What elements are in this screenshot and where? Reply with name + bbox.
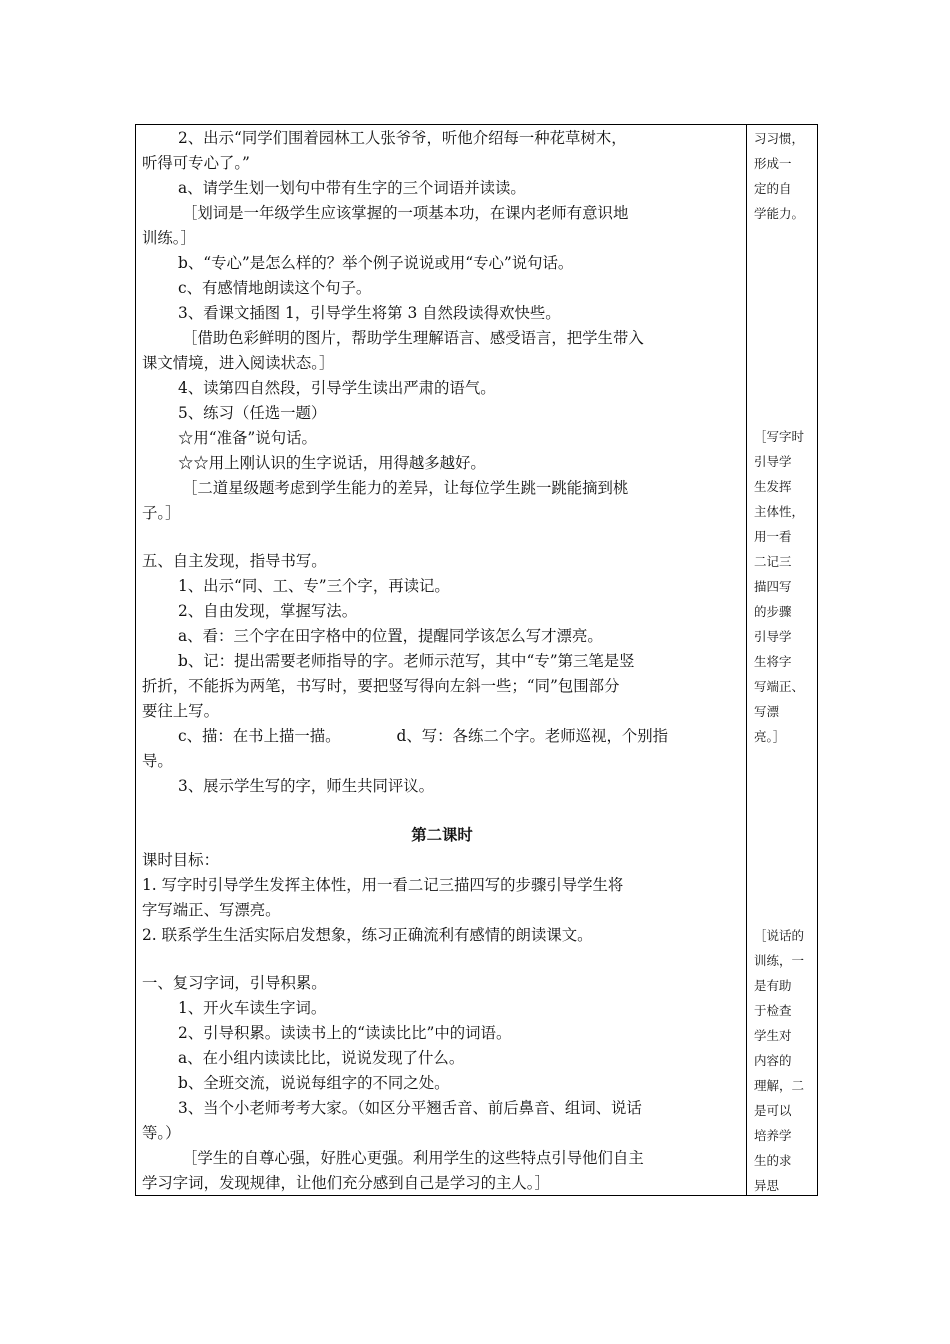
text-segment: c、描：在书上描一描。 [178, 727, 341, 745]
note-line: 内容的 [754, 1053, 792, 1068]
text-line: 课文情境，进入阅读状态。］ [142, 354, 335, 372]
note-line: 学能力。 [754, 206, 805, 221]
text-line: 要往上写。 [142, 702, 219, 720]
section-heading: 五、自主发现，指导书写。 [142, 552, 327, 570]
lesson-heading: 第二课时 [411, 826, 473, 844]
text-line: 课时目标： [142, 851, 219, 869]
text-line: ［借助色彩鲜明的图片，帮助学生理解语言、感受语言，把学生带入 [182, 329, 644, 347]
text-line: b、“专心”是怎么样的？举个例子说说或用“专心”说句话。 [178, 254, 574, 272]
text-line: ［划词是一年级学生应该掌握的一项基本功，在课内老师有意识地 [182, 204, 629, 222]
text-line: c、有感情地朗读这个句子。 [178, 279, 372, 297]
note-line: 习习惯， [754, 131, 805, 146]
note-line: 用一看 [754, 529, 792, 544]
note-line: 生发挥 [754, 479, 792, 494]
note-line: 生将字 [754, 654, 792, 669]
text-line: 4、读第四自然段，引导学生读出严肃的语气。 [178, 379, 496, 397]
text-line: 2、引导积累。读读书上的“读读比比”中的词语。 [178, 1024, 512, 1042]
note-line: 的步骤 [754, 604, 792, 619]
text-line: 听得可专心了。” [142, 154, 250, 172]
note-line: 生的求 [754, 1153, 792, 1168]
note-line: 异思 [754, 1178, 780, 1193]
text-line: 等。） [142, 1124, 181, 1142]
note-line: 是可以 [754, 1103, 792, 1118]
text-line: a、请学生划一划句中带有生字的三个词语并读读。 [178, 179, 526, 197]
text-line: a、看：三个字在田字格中的位置，提醒同学该怎么写才漂亮。 [178, 627, 603, 645]
text-line: ［学生的自尊心强，好胜心更强。利用学生的这些特点引导他们自主 [182, 1149, 644, 1167]
text-line: 1、开火车读生字词。 [178, 999, 327, 1017]
text-line: 5、练习（任选一题） [178, 404, 327, 422]
text-line [178, 724, 668, 749]
text-line: 1、出示“同、工、专”三个字，再读记。 [178, 577, 450, 595]
text-line: 子。］ [142, 504, 181, 522]
note-line: 亮。］ [754, 729, 786, 744]
note-line: 是有助 [754, 978, 792, 993]
text-line: b、记：提出需要老师指导的字。老师示范写，其中“专”第三笔是竖 [178, 652, 635, 670]
note-line: 二记三 [754, 554, 792, 569]
note-line: 写端正、 [754, 679, 805, 694]
note-line: 引导学 [754, 454, 792, 469]
text-line: ［二道星级题考虑到学生能力的差异，让每位学生跳一跳能摘到桃 [182, 479, 629, 497]
note-line: ［说话的 [754, 928, 805, 943]
text-line: 2、出示“同学们围着园林工人张爷爷，听他介绍每一种花草树木， [178, 129, 627, 147]
text-line: ☆☆用上刚认识的生字说话，用得越多越好。 [178, 454, 486, 472]
note-line: 训练，一 [754, 953, 805, 968]
note-line: ［写字时 [754, 429, 805, 444]
text-line: 3、看课文插图 1，引导学生将第 3 自然段读得欢快些。 [178, 304, 561, 322]
text-line: ☆用“准备”说句话。 [178, 429, 317, 447]
note-line: 引导学 [754, 629, 792, 644]
text-segment: d、写：各练二个字。老师巡视，个别指 [396, 727, 669, 745]
note-line: 理解，二 [754, 1078, 805, 1093]
note-line: 学生对 [754, 1028, 792, 1043]
note-line: 主体性， [754, 504, 805, 519]
text-line: 2、自由发现，掌握写法。 [178, 602, 358, 620]
text-line: 训练。］ [142, 229, 196, 247]
text-line: 2. 联系学生生活实际启发想象，练习正确流利有感情的朗读课文。 [142, 926, 593, 944]
note-line: 写漂 [754, 704, 780, 719]
text-line: 学习字词，发现规律，让他们充分感到自己是学习的主人。］ [142, 1174, 550, 1192]
note-line: 培养学 [754, 1128, 792, 1143]
text-line: 导。 [142, 752, 173, 770]
note-line: 形成一 [754, 156, 792, 171]
note-line: 于检查 [754, 1003, 792, 1018]
column-divider [746, 124, 747, 1196]
text-line: 字写端正、写漂亮。 [142, 901, 281, 919]
text-line: 3、展示学生写的字，师生共同评议。 [178, 777, 435, 795]
note-line: 定的自 [754, 181, 792, 196]
note-line: 描四写 [754, 579, 792, 594]
section-heading: 一、复习字词，引导积累。 [142, 974, 327, 992]
text-line: a、在小组内读读比比，说说发现了什么。 [178, 1049, 465, 1067]
text-line: 折折，不能拆为两笔，书写时，要把竖写得向左斜一些；“同”包围部分 [142, 677, 620, 695]
text-line: b、全班交流，说说每组字的不同之处。 [178, 1074, 450, 1092]
text-line: 3、当个小老师考考大家。（如区分平翘舌音、前后鼻音、组词、说话 [178, 1099, 642, 1117]
text-line: 1. 写字时引导学生发挥主体性，用一看二记三描四写的步骤引导学生将 [142, 876, 624, 894]
